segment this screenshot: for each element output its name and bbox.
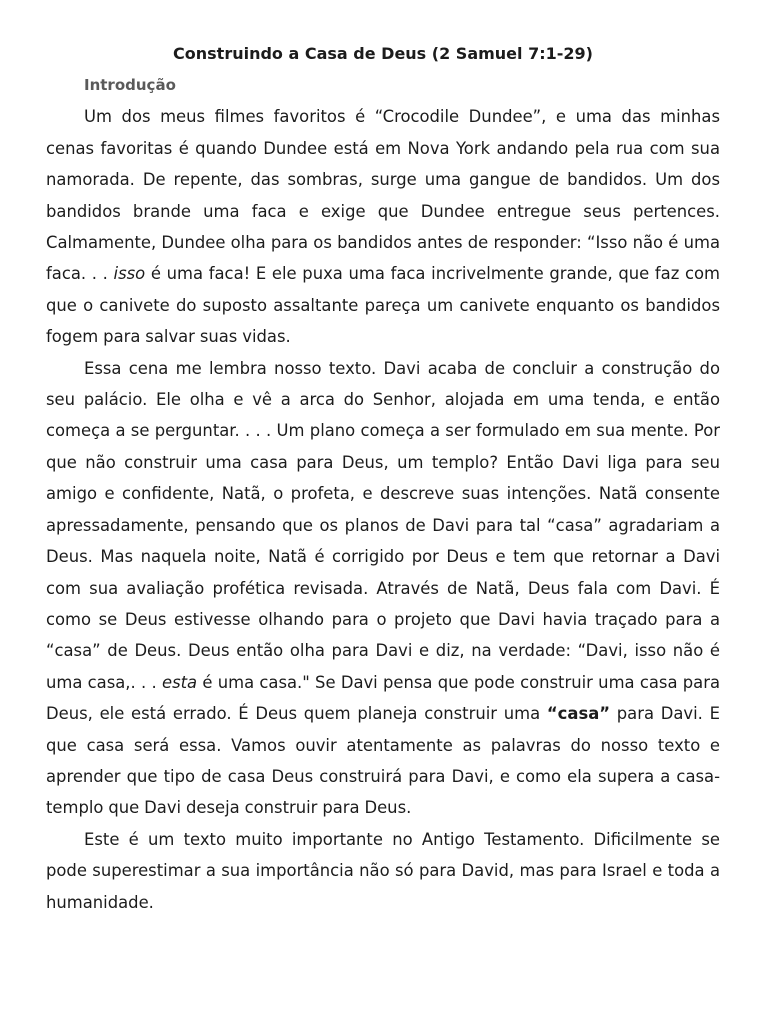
section-heading-introducao: Introdução	[84, 76, 176, 94]
paragraph-3	[46, 824, 720, 918]
paragraph-2	[46, 353, 720, 824]
paragraph-1-text-2: é uma faca! E ele puxa uma faca incrivelmente grande, que faz com que o canivete do suposto assaltante pareça um canivete enquanto os bandidos fogem para salvar suas vidas.	[46, 264, 720, 347]
paragraph-2-text-1: Essa cena me lembra nosso texto. Davi acaba de concluir a construção do seu palácio. Ele olha e vê a arca do Senhor, alojada em uma tenda, e então começa a se perguntar. . . . Um plano começa a ser formulado em sua mente. Por que não construir uma casa para Deus, um templo? Então Davi liga para seu amigo e confidente, Natã, o profeta, e descreve suas intenções. Natã consente apressadamente, pensando que os planos de Davi para tal “casa” agradariam a Deus. Mas naquela noite, Natã é corrigido por Deus e tem que retornar a Davi com sua avaliação profética revisada. Através de Natã, Deus fala com Davi. É como se Deus estivesse olhando para o projeto que Davi havia traçado para a “casa” de Deus. Deus então olha para Davi e diz, na verdade: “Davi, isso não é uma casa,. . .	[46, 358, 720, 692]
paragraph-2-text-2: é uma casa." Se Davi pensa que pode construir uma casa para Deus, ele está errado. É Deus quem planeja construir uma	[46, 672, 720, 724]
paragraph-1-italic-isso: isso	[113, 264, 146, 284]
paragraph-2-text-3: para Davi. E que casa será essa. Vamos ouvir atentamente as palavras do nosso texto e aprender que tipo de casa Deus construirá para Davi, e como ela supera a casa-templo que Davi deseja construir para Deus.	[46, 704, 720, 818]
paragraph-3-text-1: Este é um texto muito importante no Antigo Testamento. Dificilmente se pode superestimar a sua importância não só para David, mas para Israel e toda a humanidade.	[46, 829, 720, 912]
document-title: Construindo a Casa de Deus (2 Samuel 7:1-29)	[173, 44, 593, 63]
document-page	[46, 38, 720, 918]
paragraph-2-bold-casa: “casa”	[546, 704, 611, 724]
paragraph-1-text-1: Um dos meus filmes favoritos é “Crocodile Dundee”, e uma das minhas cenas favoritas é quando Dundee está em Nova York andando pela rua com sua namorada. De repente, das sombras, surge uma gangue de bandidos. Um dos bandidos brande uma faca e exige que Dundee entregue seus pertences. Calmamente, Dundee olha para os bandidos antes de responder: “Isso não é uma faca. . .	[46, 107, 720, 284]
paragraph-2-italic-esta: esta	[161, 672, 198, 692]
paragraph-1	[46, 101, 720, 352]
